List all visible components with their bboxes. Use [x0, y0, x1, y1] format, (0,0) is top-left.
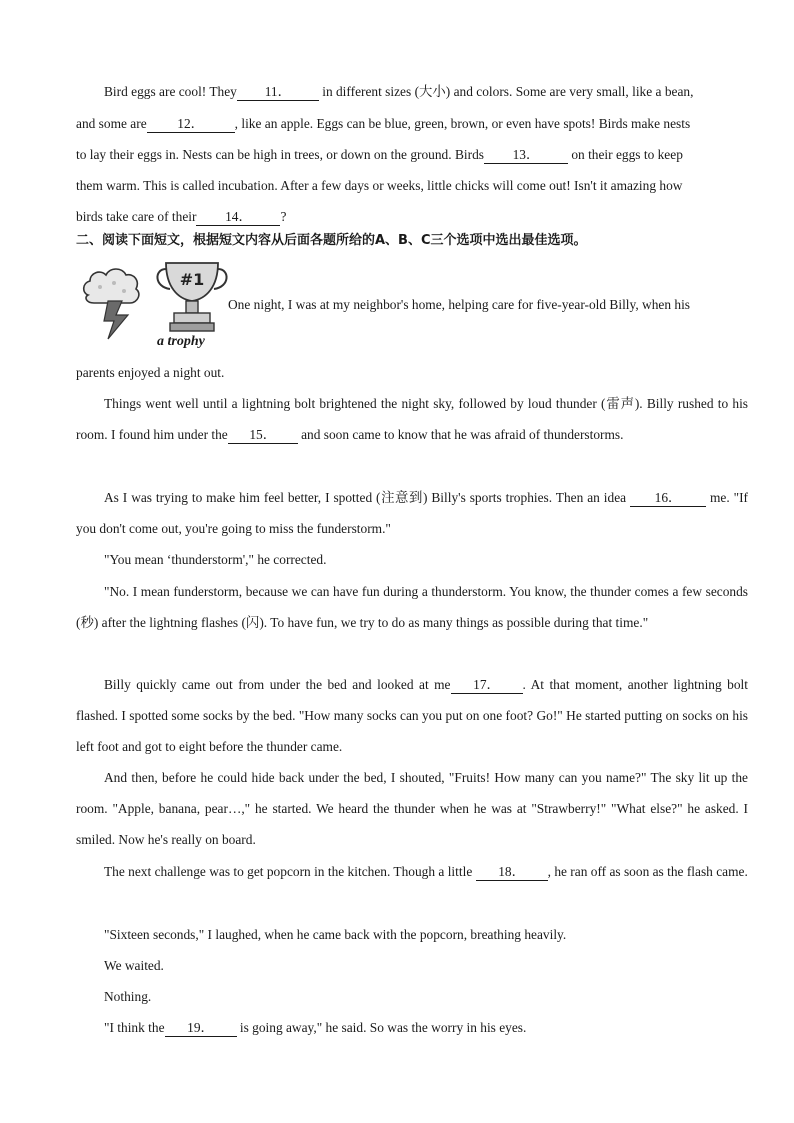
- text: birds take care of their: [76, 209, 197, 224]
- passage2-paragraph4: "You mean ‘thunderstorm'," he corrected.: [104, 552, 327, 567]
- text: , like an apple. Eggs can be blue, green, brown, or even have spots! Birds make nests: [234, 116, 691, 131]
- passage2-paragraph3: [76, 482, 748, 544]
- text: . At that moment, another lightning bolt flashed. I spotted some socks by the bed. "How many socks can you put on one foot? Go!" He started putting on socks on his left foot and got to eight before the thunder came.: [76, 677, 748, 755]
- storm-cloud-icon: [84, 269, 139, 303]
- passage2-line1: One night, I was at my neighbor's home, helping care for five-year-old Billy, when his: [228, 297, 691, 312]
- lightning-bolt-icon: [104, 301, 128, 339]
- text: Billy quickly came out from under the bed and looked at me: [104, 677, 451, 692]
- text: and some are: [76, 116, 147, 131]
- blank-15[interactable]: 15．: [228, 427, 298, 444]
- text: and soon came to know that he was afraid of thunderstorms.: [297, 427, 624, 443]
- blank-12[interactable]: 12．: [147, 116, 235, 133]
- section2-heading: 二、阅读下面短文，根据短文内容从后面各题所给的A、B、C三个选项中选出最佳选项。: [76, 233, 587, 248]
- blank-16[interactable]: 16．: [630, 490, 706, 507]
- text: me. "If you don't come out, you're going to miss the funderstorm.": [76, 490, 748, 537]
- text: , he ran off as soon as the flash came.: [547, 864, 748, 879]
- text: Bird eggs are cool! They: [104, 84, 237, 99]
- passage1-line1: [76, 76, 748, 107]
- blank-14[interactable]: 14．: [196, 209, 280, 226]
- text: is going away," he said. So was the worry in his eyes.: [236, 1020, 527, 1035]
- text: "I think the: [104, 1020, 165, 1035]
- text: on their eggs to keep: [567, 147, 683, 162]
- passage2-paragraph11: Nothing.: [104, 989, 152, 1004]
- text: As I was trying to make him feel better, I spotted (注意到) Billy's sports trophies. Then an idea: [104, 490, 627, 505]
- text: to lay their eggs in. Nests can be high in trees, or down on the ground. Birds: [76, 147, 484, 162]
- passage1-line5: [76, 201, 748, 232]
- trophy-icon: [157, 263, 226, 331]
- passage2-paragraph2: [76, 388, 748, 450]
- passage2-paragraph8: [76, 856, 748, 887]
- text: The next challenge was to get popcorn in the kitchen. Though a little: [104, 864, 473, 879]
- blank-17[interactable]: 17．: [451, 677, 523, 694]
- passage1-line2: [76, 108, 748, 139]
- passage2-paragraph7: And then, before he could hide back under the bed, I shouted, "Fruits! How many can you name?" The sky lit up the room. "Apple, banana, pear…," he started. We heard the thunder when he was at "Strawberry!" "What else?" he asked. I smiled. Now he's really on board.: [76, 770, 748, 848]
- passage1-line3: [76, 139, 748, 170]
- passage2-paragraph6: [76, 669, 748, 763]
- passage2-paragraph12: [76, 1012, 748, 1043]
- passage2-paragraph5: "No. I mean funderstorm, because we can have fun during a thunderstorm. You know, the thunder comes a few seconds (秒) after the lightning flashes (闪). To have fun, we try to do as many things as possible during that time.": [76, 584, 748, 631]
- passage2-line1b: parents enjoyed a night out.: [76, 365, 225, 380]
- passage2-paragraph10: We waited.: [104, 958, 164, 973]
- blank-19[interactable]: 19．: [165, 1020, 237, 1037]
- illustration: [78, 257, 228, 353]
- trophy-caption: a trophy: [157, 334, 205, 349]
- text: Things went well until a lightning bolt brightened the night sky, followed by loud thunder (雷声). Billy rushed to his room. I found him under the: [76, 396, 748, 443]
- blank-13[interactable]: 13．: [484, 147, 568, 164]
- text: in different sizes (大小) and colors. Some are very small, like a bean,: [318, 84, 694, 99]
- text: ?: [280, 209, 287, 224]
- passage1-line4: them warm. This is called incubation. After a few days or weeks, little chicks will come out! Isn't it amazing how: [76, 178, 683, 193]
- trophy-label: #1: [179, 270, 205, 289]
- blank-11[interactable]: 11．: [237, 84, 319, 101]
- blank-18[interactable]: 18．: [476, 864, 548, 881]
- passage2-paragraph9: "Sixteen seconds," I laughed, when he came back with the popcorn, breathing heavily.: [104, 927, 567, 942]
